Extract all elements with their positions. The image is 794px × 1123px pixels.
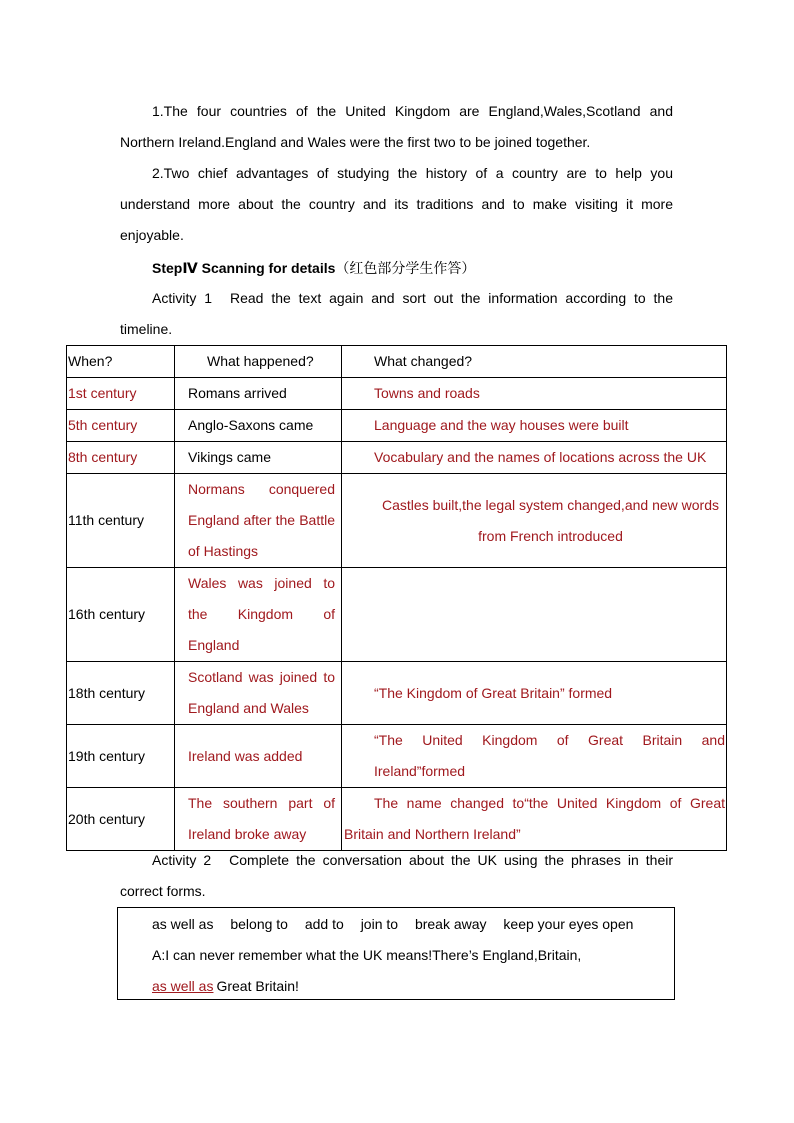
row-when: 5th century (67, 410, 175, 442)
row-happened: Ireland was added (175, 725, 342, 788)
step-note: （红色部分学生作答） (335, 260, 476, 276)
row-changed: Towns and roads (342, 378, 727, 410)
phrase-box (117, 907, 675, 1000)
row-changed: Language and the way houses were built (342, 410, 727, 442)
activity2-instruction: Complete the conversation about the UK using the phrases in their correct forms. (120, 852, 674, 899)
timeline-table (66, 345, 727, 851)
header-what-happened: What happened? (175, 346, 342, 378)
row-when: 8th century (67, 442, 175, 474)
row-changed: “The United Kingdom of Great Britain and Ireland”formed (342, 725, 727, 788)
row-happened: Vikings came (175, 442, 342, 474)
table-row (67, 788, 727, 851)
row-changed: The name changed to“the United Kingdom of Great Britain and Northern Ireland” (342, 788, 727, 851)
row-happened: The southern part of Ireland broke away (175, 788, 342, 851)
row-when: 19th century (67, 725, 175, 788)
header-what-changed: What changed? (342, 346, 727, 378)
table-row (67, 662, 727, 725)
intro-paragraph-1: 1.The four countries of the United Kingdom are England,Wales,Scotland and Northern Ireland.England and Wales were the first two to be joined together. (120, 103, 673, 150)
phrase-item: belong to (230, 916, 288, 932)
step-title: StepⅣ Scanning for details (152, 260, 336, 276)
phrase-list (152, 909, 633, 940)
row-changed: “The Kingdom of Great Britain” formed (342, 662, 727, 725)
activity2-paragraph (120, 845, 673, 907)
activity1-instruction: Read the text again and sort out the information according to the timeline. (120, 290, 673, 337)
row-when: 16th century (67, 568, 175, 662)
row-when: 1st century (67, 378, 175, 410)
activity1-label: Activity 1 (152, 290, 212, 306)
phrase-item: as well as (152, 916, 214, 932)
table-row (67, 410, 727, 442)
row-when: 11th century (67, 474, 175, 568)
conversation-line-a-cont (152, 971, 299, 1002)
phrase-item: join to (360, 916, 399, 932)
table-row (67, 474, 727, 568)
row-changed: Vocabulary and the names of locations across the UK (342, 442, 727, 474)
table-row (67, 568, 727, 662)
conversation-line-a: A:I can never remember what the UK means!There’s England,Britain, (152, 947, 582, 963)
table-row (67, 378, 727, 410)
phrase-item: add to (304, 916, 344, 932)
activity1-paragraph (120, 283, 673, 345)
row-when: 20th century (67, 788, 175, 851)
row-happened: Normans conquered England after the Battle of Hastings (175, 474, 342, 568)
row-changed (342, 568, 727, 662)
table-header-row (67, 346, 727, 378)
row-happened: Anglo-Saxons came (175, 410, 342, 442)
row-happened: Scotland was joined to England and Wales (175, 662, 342, 725)
table-row (67, 442, 727, 474)
header-when: When? (67, 346, 175, 378)
table-row (67, 725, 727, 788)
answer-blank: as well as (152, 978, 214, 994)
row-changed: Castles built,the legal system changed,and new words from French introduced (342, 474, 727, 568)
row-happened: Romans arrived (175, 378, 342, 410)
step-heading (152, 253, 475, 284)
phrase-item: break away (414, 916, 487, 932)
conversation-end: Great Britain! (216, 978, 299, 994)
activity2-label: Activity 2 (152, 852, 212, 868)
row-when: 18th century (67, 662, 175, 725)
intro-paragraph-2: 2.Two chief advantages of studying the history of a country are to help you understand more about the country and its traditions and to make visiting it more enjoyable. (120, 165, 673, 243)
phrase-item: keep your eyes open (503, 916, 634, 932)
row-happened: Wales was joined to the Kingdom of England (175, 568, 342, 662)
